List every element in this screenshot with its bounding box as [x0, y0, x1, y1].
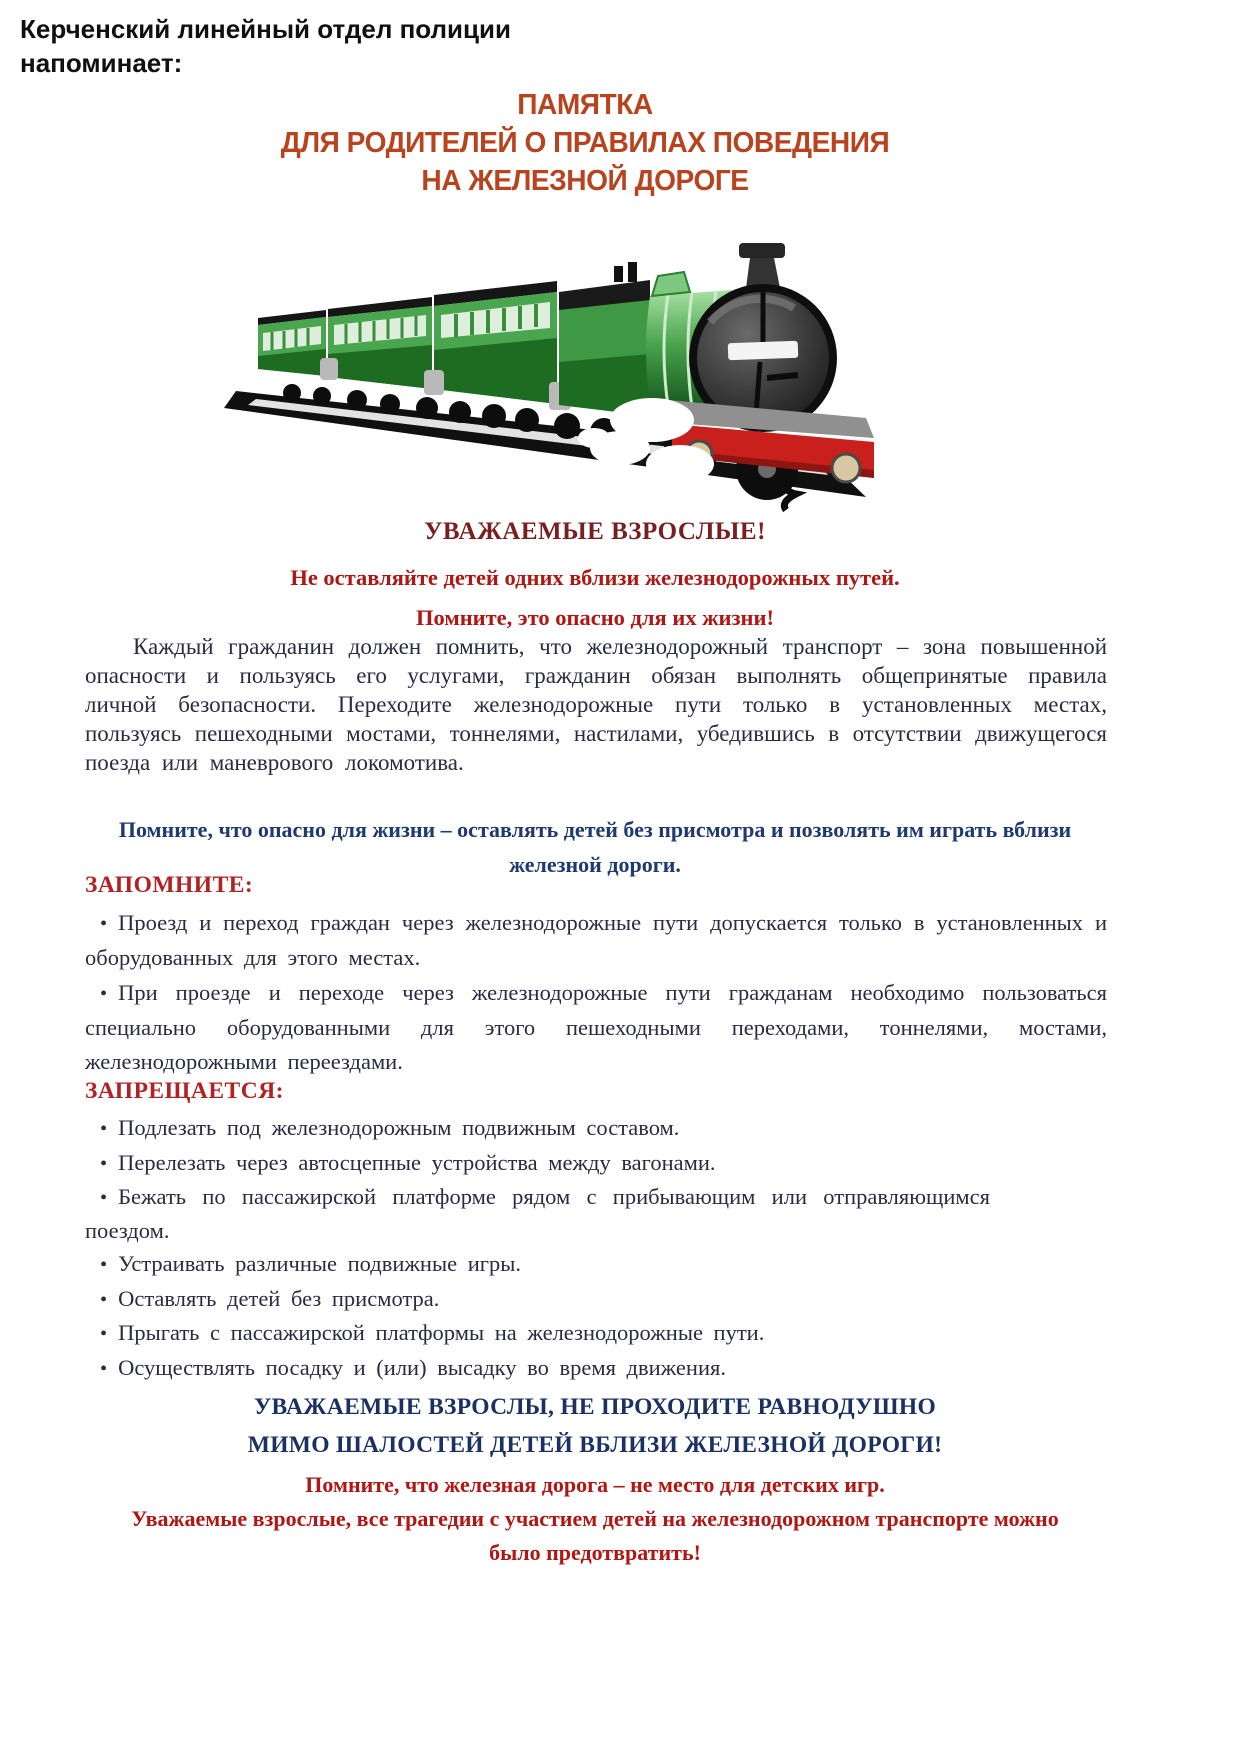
footer-line-1: Помните, что железная дорога – не место для детских игр. [305, 1472, 885, 1497]
tender [559, 262, 650, 416]
remember-heading: ЗАПОМНИТЕ: [85, 872, 254, 898]
footer-warning-block [130, 1468, 1060, 1570]
remember-item: • При проезде и переходе через железнодорожные пути гражданам необходимо пользоваться специально оборудованными для этого пешеходными переходами, тоннелями, мостами, железнодорожными переездами. [85, 976, 1107, 1079]
warning-block [85, 558, 1105, 638]
salutation-heading: УВАЖАЕМЫЕ ВЗРОСЛЫЕ! [424, 518, 766, 545]
forbidden-item: • Прыгать с пассажирской платформы на железнодорожные пути. [85, 1317, 1107, 1351]
footer-line-2: Уважаемые взрослые, все трагедии с участием детей на железнодорожном транспорте можно было предотвратить! [131, 1506, 1059, 1565]
appeal-line-1: УВАЖАЕМЫЕ ВЗРОСЛЫ, НЕ ПРОХОДИТЕ РАВНОДУШНО [253, 1394, 937, 1420]
warning-line-1: Не оставляйте детей одних вблизи железнодорожных путей. [290, 565, 900, 590]
poster-title-line-1: ПАМЯТКА [517, 89, 653, 121]
forbidden-item: • Устраивать различные подвижные игры. [85, 1248, 1107, 1282]
forbidden-item: • Подлезать под железнодорожным подвижным составом. [85, 1112, 1107, 1146]
appeal-block [85, 1388, 1105, 1464]
poster-title [100, 86, 1070, 200]
forbidden-list [85, 1112, 1107, 1386]
remember-item: • Проезд и переход граждан через железнодорожные пути допускается только в установленных и оборудованных для этого местах. [85, 906, 1107, 975]
remember-list [85, 906, 1107, 1080]
poster-title-line-3: НА ЖЕЛЕЗНОЙ ДОРОГЕ [421, 165, 749, 197]
reminder-text: Помните, что опасно для жизни – оставлять детей без присмотра и позволять им играть вблизи железной дороги. [118, 817, 1072, 877]
chimney [746, 258, 780, 288]
warning-line-2: Помните, это опасно для их жизни! [416, 605, 774, 630]
poster-title-line-2: ДЛЯ РОДИТЕЛЕЙ О ПРАВИЛАХ ПОВЕДЕНИЯ [280, 127, 890, 159]
forbidden-heading: ЗАПРЕЩАЕТСЯ: [85, 1078, 284, 1104]
intro-paragraph: Каждый гражданин должен помнить, что железнодорожный транспорт – зона повышенной опасности и пользуясь его услугами, гражданин обязан выполнять общепринятые правила личной безопасности. Переходите железнодорожные пути только в установленных местах, пользуясь пешеходными мостами, тоннелями, настилами, убедившись в отсутствии движущегося поезда или маневрового локомотива. [85, 634, 1107, 775]
train-illustration-svg [222, 192, 886, 512]
train-illustration [222, 192, 886, 512]
carriages [258, 281, 571, 410]
forbidden-item: • Осуществлять посадку и (или) высадку во время движения. [85, 1352, 1107, 1386]
forbidden-item: • Бежать по пассажирской платформе рядом с прибывающим или отправляющимся поездом. [85, 1181, 990, 1247]
appeal-line-2: МИМО ШАЛОСТЕЙ ДЕТЕЙ ВБЛИЗИ ЖЕЛЕЗНОЙ ДОРОГИ! [247, 1432, 943, 1458]
document-header: Керченский линейный отдел полиции напоминает: [20, 14, 511, 78]
forbidden-item: • Оставлять детей без присмотра. [85, 1283, 1107, 1317]
forbidden-item: • Перелезать через автосцепные устройства между вагонами. [85, 1147, 1107, 1181]
